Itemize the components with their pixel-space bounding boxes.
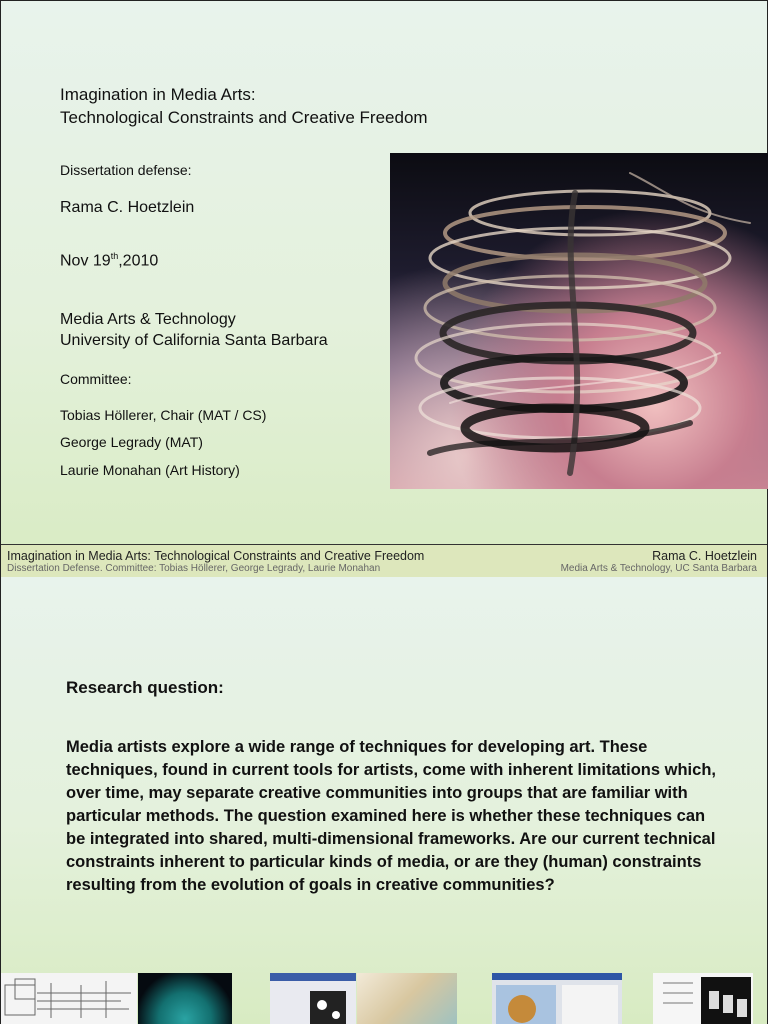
artwork-image	[390, 153, 768, 489]
defense-label: Dissertation defense:	[60, 162, 192, 178]
committee-member: Tobias Höllerer, Chair (MAT / CS)	[60, 407, 267, 423]
research-question-slide	[0, 577, 768, 1024]
thumbnail-image	[653, 973, 753, 1024]
date-ordinal: th	[110, 251, 119, 261]
thumbnail-image	[270, 973, 356, 1024]
footer-subtitle: Dissertation Defense. Committee: Tobias Höllerer, George Legrady, Laurie Monahan	[7, 563, 381, 574]
university: University of California Santa Barbara	[60, 332, 328, 349]
committee-label: Committee:	[60, 371, 132, 387]
footer-author: Rama C. Hoetzlein	[652, 549, 757, 563]
department: Media Arts & Technology	[60, 311, 236, 328]
footer-affiliation: Media Arts & Technology, UC Santa Barbara	[560, 563, 757, 574]
committee-member: Laurie Monahan (Art History)	[60, 462, 240, 478]
footer-title: Imagination in Media Arts: Technological Constraints and Creative Freedom	[7, 549, 425, 563]
committee-member: George Legrady (MAT)	[60, 434, 203, 450]
presentation-date	[60, 251, 158, 270]
research-question-heading: Research question:	[66, 678, 224, 697]
thumbnail-image	[1, 973, 137, 1024]
slide-title-line-2: Technological Constraints and Creative Freedom	[60, 108, 428, 127]
thumbnail-image	[492, 973, 622, 1024]
slide-footer	[1, 544, 767, 579]
research-question-body: Media artists explore a wide range of techniques for developing art. These techniques, found in current tools for artists, come with inherent limitations which, over time, may separate creative communities into groups that are familiar with particular methods. The question examined here is whether these techniques can be integrated into shared, multi-dimensional frameworks. Are our current technical constraints inherent to particular kinds of media, or are they (human) constraints resulting from the evolution of goals in creative communities?	[66, 738, 716, 894]
author-name: Rama C. Hoetzlein	[60, 199, 195, 216]
thumbnail-image	[138, 973, 232, 1024]
date-day: Nov 19	[60, 252, 111, 270]
slide-title-line-1: Imagination in Media Arts:	[60, 85, 256, 104]
thumbnail-image	[357, 973, 457, 1024]
date-year: ,2010	[118, 252, 159, 270]
